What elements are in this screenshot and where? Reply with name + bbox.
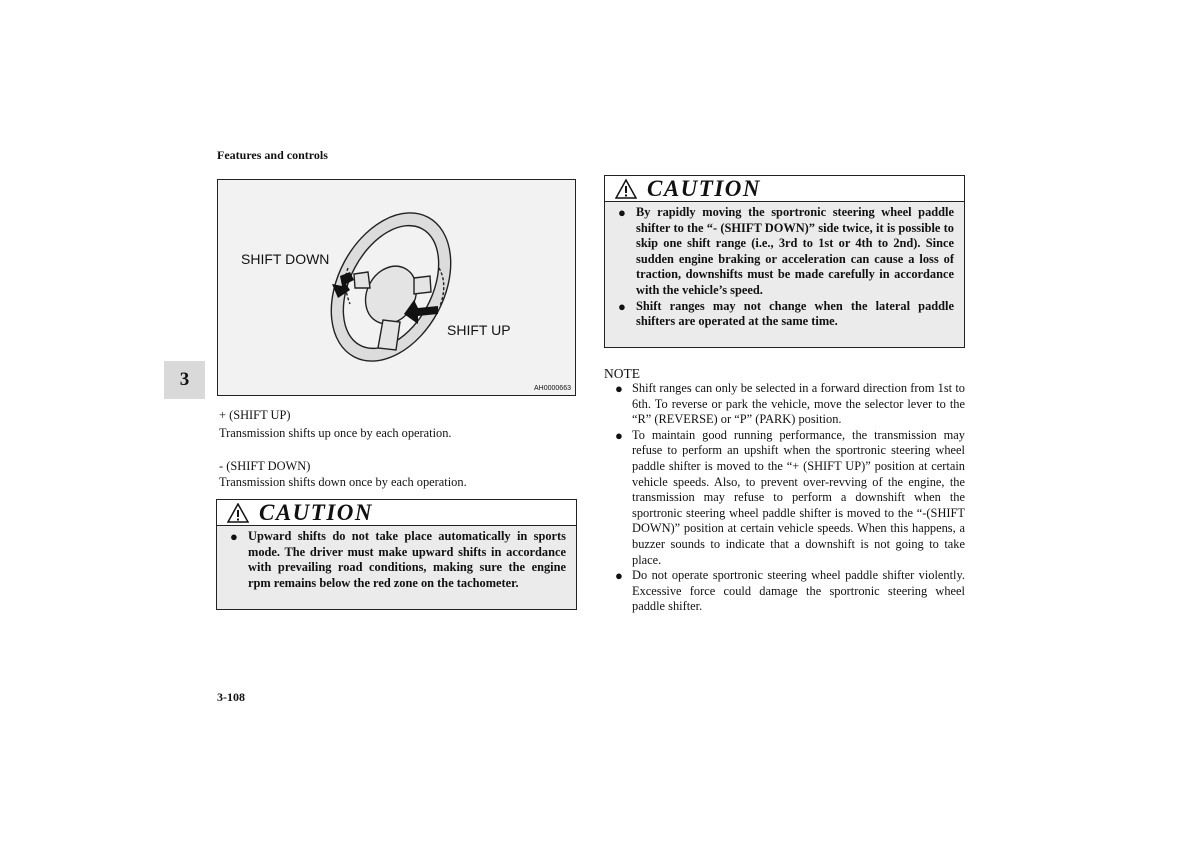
shift-up-heading: + (SHIFT UP) (219, 408, 291, 422)
shift-up-description: Transmission shifts up once by each operation. (219, 426, 452, 440)
caution-item-text: By rapidly moving the sportronic steering wheel paddle shifter to the “- (SHIFT DOWN)” side twice, it is possible to skip one shift range (i.e., 3rd to 1st or 4th to 2nd). Since sudden engine braking or acceleration can cause a loss of traction, downshifts must be made carefully in accordance with the vehicle’s speed. (636, 205, 954, 297)
caution-item-text: Shift ranges may not change when the lateral paddle shifters are operated at the same time. (636, 298, 954, 329)
caution-item (217, 529, 566, 591)
caution-item (605, 299, 954, 330)
caution-title-text: CAUTION (647, 175, 762, 201)
note-item (604, 568, 965, 615)
chapter-tab: 3 (164, 361, 205, 399)
shift-down-heading: - (SHIFT DOWN) (219, 459, 311, 473)
caution-box-right (604, 175, 965, 348)
figure-id: AH0000663 (534, 385, 571, 392)
note-item-text: To maintain good running performance, the transmission may refuse to perform an upshift when the sportronic steering wheel paddle shifter is moved to the “+ (SHIFT UP)” position at certain vehicle speeds. Also, to prevent over-revving of the engine, the transmission may refuse to perform a downshift when the sportronic steering wheel paddle shifter is moved to the “-(SHIFT DOWN)” position at certain vehicle speeds. When this happens, a buzzer sounds to indicate that a downshift is not going to take place. (632, 427, 965, 567)
bullet-icon: ● (615, 568, 623, 584)
caution-title (605, 176, 964, 202)
shift-down-description: Transmission shifts down once by each operation. (219, 475, 467, 489)
caution-box-left (216, 499, 577, 610)
bullet-icon: ● (618, 298, 626, 314)
bullet-icon: ● (230, 529, 238, 544)
caution-title (217, 500, 576, 526)
note-item (604, 428, 965, 568)
shift-down-label: SHIFT DOWN (241, 251, 330, 267)
note-block (604, 366, 965, 615)
bullet-icon: ● (615, 381, 623, 396)
steering-wheel-figure (217, 179, 576, 396)
section-header: Features and controls (217, 148, 328, 162)
note-item-text: Do not operate sportronic steering wheel paddle shifter violently. Excessive force could damage the sportronic steering wheel paddle shifter. (632, 568, 965, 614)
warning-triangle-icon (227, 503, 249, 523)
caution-title-text: CAUTION (259, 499, 374, 525)
steering-wheel-illustration (218, 180, 575, 395)
caution-item (605, 205, 954, 299)
warning-triangle-icon (615, 179, 637, 199)
caution-item-text: Upward shifts do not take place automatically in sports mode. The driver must make upward shifts in accordance with prevailing road conditions, making sure the engine rpm remains below the red zone on the tachometer. (248, 529, 566, 590)
bullet-icon: ● (615, 427, 623, 443)
note-item-text: Shift ranges can only be selected in a forward direction from 1st to 6th. To reverse or park the vehicle, move the selector lever to the “R” (REVERSE) or “P” (PARK) position. (632, 381, 965, 427)
note-item (604, 381, 965, 428)
note-heading: NOTE (604, 366, 640, 381)
page-number: 3-108 (217, 690, 245, 704)
shift-up-label: SHIFT UP (447, 322, 511, 338)
bullet-icon: ● (618, 205, 626, 220)
